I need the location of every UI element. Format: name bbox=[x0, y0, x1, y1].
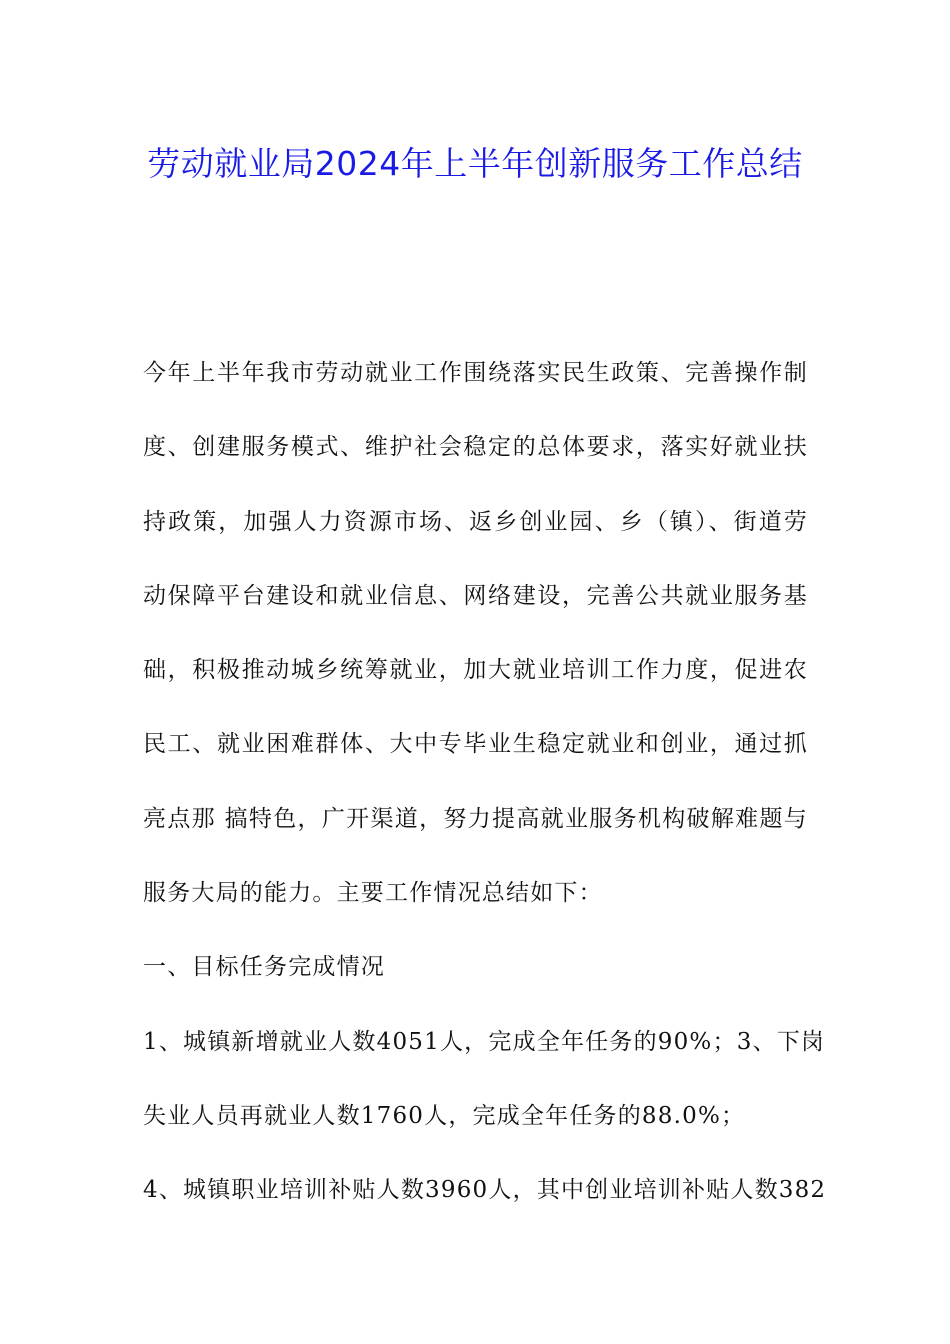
body-line-8: 服务大局的能力。主要工作情况总结如下： bbox=[143, 880, 603, 907]
body-line-3: 持政策，加强人力资源市场、返乡创业园、乡（镇）、街道劳 bbox=[143, 508, 808, 535]
body-line-7: 亮点那 搞特色，广开渠道，努力提高就业服务机构破解难题与 bbox=[143, 805, 808, 832]
body-line-6: 民工、就业困难群体、大中专毕业生稳定就业和创业，通过抓 bbox=[143, 731, 808, 758]
document-title: 劳动就业局2024年上半年创新服务工作总结 bbox=[147, 144, 803, 183]
body-line-5: 础，积极推动城乡统筹就业，加大就业培训工作力度，促进农 bbox=[143, 657, 808, 684]
body-line-12: 4、城镇职业培训补贴人数3960人，其中创业培训补贴人数382 bbox=[143, 1177, 827, 1204]
body-line-2: 度、创建服务模式、维护社会稳定的总体要求，落实好就业扶 bbox=[143, 434, 808, 461]
body-line-1: 今年上半年我市劳动就业工作围绕落实民生政策、完善操作制 bbox=[143, 360, 808, 386]
body-line-4: 动保障平台建设和就业信息、网络建设，完善公共就业服务基 bbox=[143, 582, 808, 609]
section-heading: 一、目标任务完成情况 bbox=[143, 954, 385, 981]
document-body bbox=[143, 336, 827, 1228]
body-line-10: 1、城镇新增就业人数4051人，完成全年任务的90%；3、下岗 bbox=[143, 1028, 826, 1055]
body-line-11: 失业人员再就业人数1760人，完成全年任务的88.0%； bbox=[143, 1102, 746, 1129]
